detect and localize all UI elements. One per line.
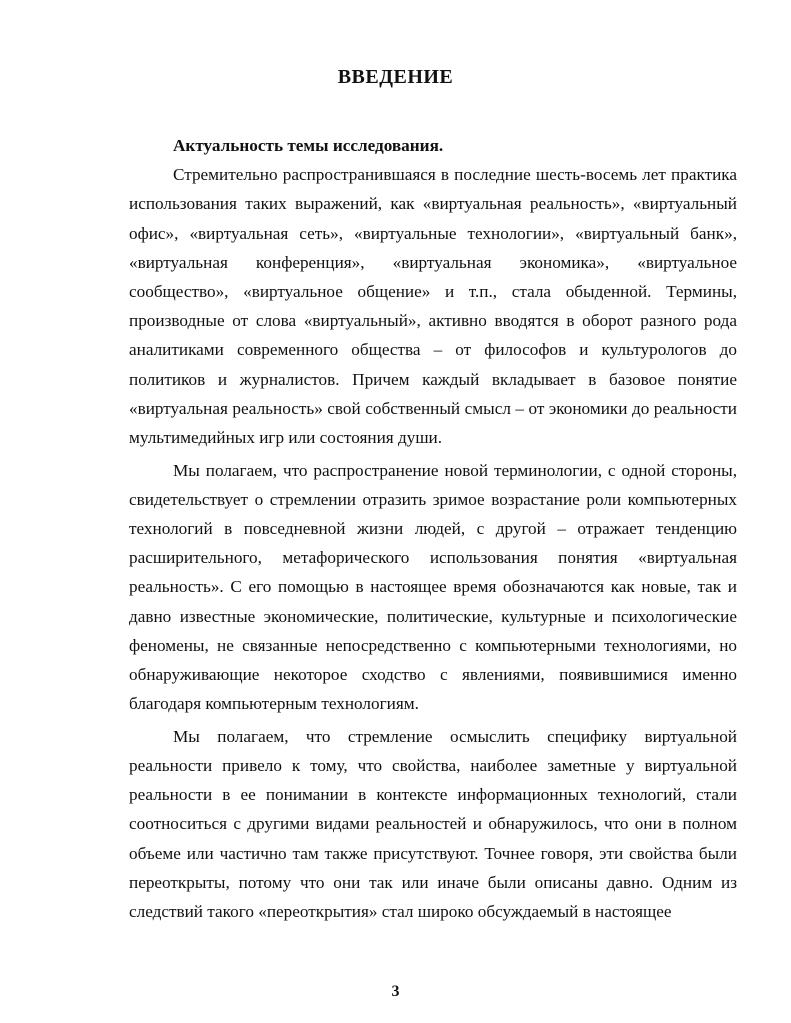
- section-subheading: Актуальность темы исследования.: [173, 136, 444, 155]
- paragraph-2: Мы полагаем, что распространение новой терминологии, с одной стороны, свидетельствует о стремлении отразить зримое возрастание роли компьютерных технологий в повседневной жизни людей, с другой – отражает тенденцию расширительного, метафорического использования понятия «виртуальная реальность». С его помощью в настоящее время обозначаются как новые, так и давно известные экономические, политические, культурные и психологические феномены, не связанные непосредственно с компьютерными технологиями, но обнаруживающие некоторое сходство с явлениями, появившимися именно благодаря компьютерным технологиям.: [129, 460, 737, 714]
- page-number: 3: [391, 983, 400, 1000]
- page-title: ВВЕДЕНИЕ: [337, 66, 454, 88]
- paragraph-3: Мы полагаем, что стремление осмыслить специфику виртуальной реальности привело к тому, что свойства, наиболее заметные у виртуальной реальности в ее понимании в контексте информационных технологий, стали соотноситься с другими видами реальностей и обнаружилось, что они в полном объеме или частично там также присутствуют. Точнее говоря, эти свойства были переоткрыты, потому что они так или иначе были описаны давно. Одним из следствий такого «переоткрытия» стал широко обсуждаемый в настоящее: [129, 726, 737, 922]
- paragraph-1: Стремительно распространившаяся в последние шесть-восемь лет практика использования таких выражений, как «виртуальная реальность», «виртуальный офис», «виртуальная сеть», «виртуальные технологии», «виртуальный банк», «виртуальная конференция», «виртуальная экономика», «виртуальное сообщество», «виртуальное общение» и т.п., стала обыденной. Термины, производные от слова «виртуальный», активно вводятся в оборот разного рода аналитиками современного общества – от философов и культурологов до политиков и журналистов. Причем каждый вкладывает в базовое понятие «виртуальная реальность» свой собственный смысл – от экономики до реальности мультимедийных игр или состояния души.: [129, 165, 737, 448]
- body-text: [129, 131, 737, 926]
